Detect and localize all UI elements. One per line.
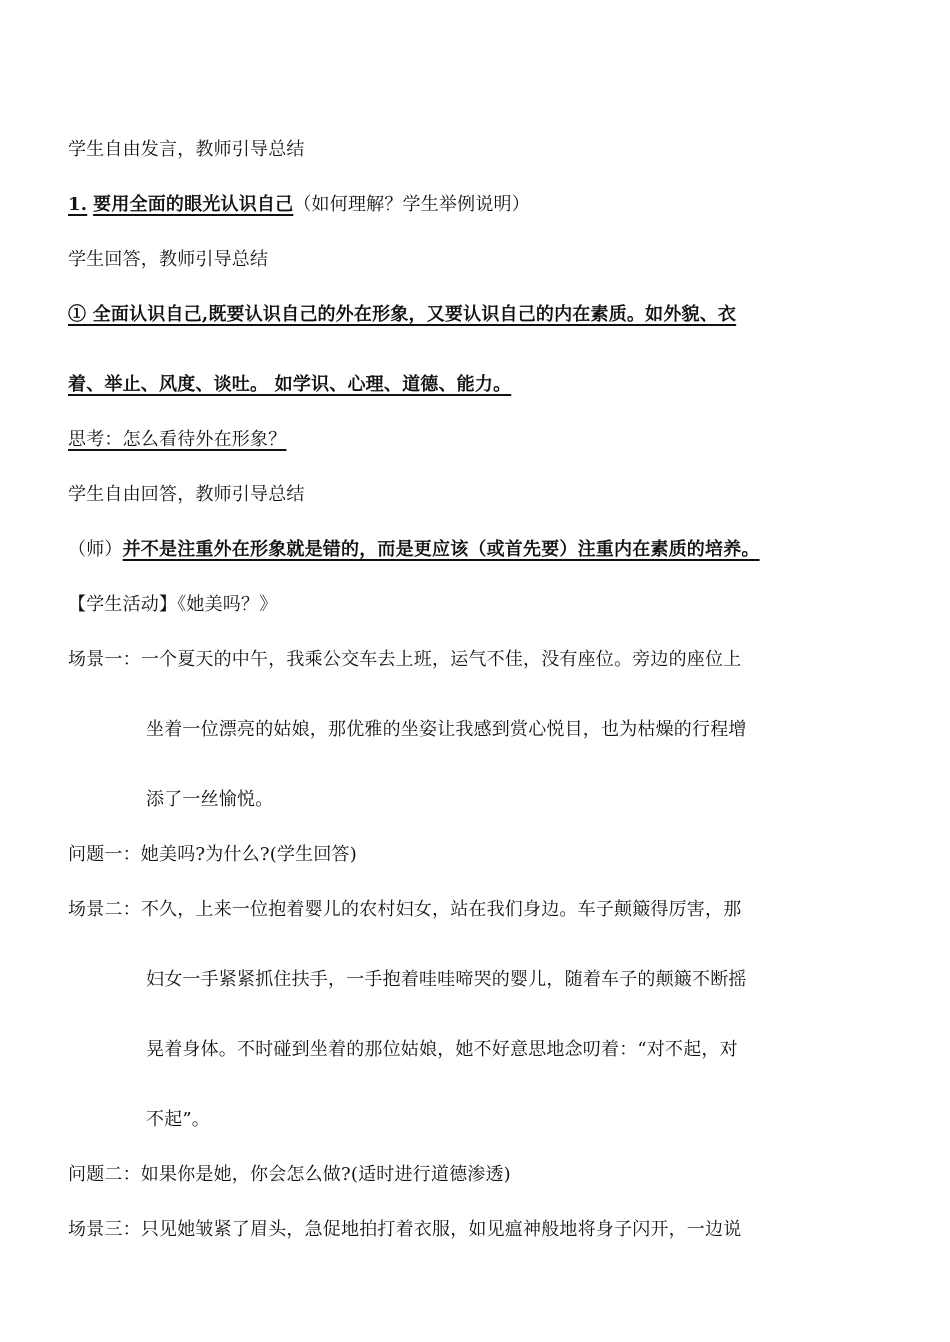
scene-two-line bbox=[68, 898, 741, 922]
scene-one-line bbox=[146, 718, 747, 742]
text-line bbox=[68, 248, 268, 272]
heading-line bbox=[68, 193, 530, 217]
text-line bbox=[68, 483, 305, 507]
scene-text: 坐着一位漂亮的姑娘，那优雅的坐姿让我感到赏心悦目，也为枯燥的行程增 bbox=[146, 719, 747, 740]
scene-text: 添了一丝愉悦。 bbox=[146, 789, 274, 810]
paragraph-text: 学生自由发言，教师引导总结 bbox=[68, 139, 305, 160]
teacher-label: （师） bbox=[68, 539, 123, 560]
question-two-line bbox=[68, 1163, 511, 1187]
scene-label: 场景一： bbox=[68, 649, 141, 670]
scene-one-line bbox=[68, 648, 741, 672]
scene-three-line bbox=[68, 1218, 741, 1242]
scene-text: 不久，上来一位抱着婴儿的农村妇女，站在我们身边。车子颠簸得厉害，那 bbox=[140, 899, 742, 920]
scene-two-line bbox=[146, 968, 747, 992]
teacher-summary-text: 并不是注重外在形象就是错的，而是更应该（或首先要）注重内在素质的培养。 bbox=[122, 539, 760, 560]
scene-label: 场景三： bbox=[68, 1219, 141, 1240]
paragraph-text: 学生自由回答，教师引导总结 bbox=[68, 484, 305, 505]
paragraph-text: 学生回答，教师引导总结 bbox=[68, 249, 269, 270]
scene-text: 晃着身体。不时碰到坐着的那位姑娘，她不好意思地念叨着：“对不起，对 bbox=[146, 1039, 738, 1060]
question-line bbox=[68, 428, 286, 452]
section-heading: 要用全面的眼光认识自己 bbox=[93, 194, 294, 215]
activity-title-line bbox=[68, 593, 277, 617]
text-line bbox=[68, 138, 305, 162]
scene-two-line bbox=[146, 1038, 738, 1062]
key-point-text: ① 全面认识自己,既要认识自己的外在形象，又要认识自己的内在素质。如外貌、衣 bbox=[68, 304, 737, 325]
scene-text: 不起”。 bbox=[146, 1109, 211, 1130]
question-text: 思考：怎么看待外在形象？ bbox=[68, 429, 287, 450]
scene-one-line bbox=[146, 788, 273, 812]
question-text: 怎么做?(适时进行道德渗透) bbox=[286, 1164, 511, 1185]
scene-two-line bbox=[146, 1108, 210, 1132]
activity-title: 【学生活动】《她美吗？》 bbox=[68, 594, 278, 615]
scene-text: 妇女一手紧紧抓住扶手，一手抱着哇哇啼哭的婴儿，随着车子的颠簸不断摇 bbox=[146, 969, 747, 990]
heading-note: （如何理解？学生举例说明） bbox=[293, 194, 530, 215]
question-text: 问题二：如果你是她，你会 bbox=[68, 1164, 287, 1185]
key-point-line bbox=[68, 303, 736, 327]
question-one-line bbox=[68, 843, 357, 867]
scene-label: 场景二： bbox=[68, 899, 141, 920]
key-point-text: 着、举止、风度、谈吐。 如学识、心理、道德、能力。 bbox=[68, 374, 512, 395]
question-text: 问题一：她美吗?为什么?(学生回答) bbox=[68, 844, 357, 865]
scene-text: 一个夏天的中午，我乘公交车去上班，运气不佳，没有座位。旁边的座位上 bbox=[140, 649, 742, 670]
section-number: 1. bbox=[68, 194, 88, 215]
key-point-line bbox=[68, 373, 511, 397]
scene-text: 只见她皱紧了眉头，急促地拍打着衣服，如见瘟神般地将身子闪开，一边说 bbox=[140, 1219, 742, 1240]
teacher-summary-line bbox=[68, 538, 760, 562]
